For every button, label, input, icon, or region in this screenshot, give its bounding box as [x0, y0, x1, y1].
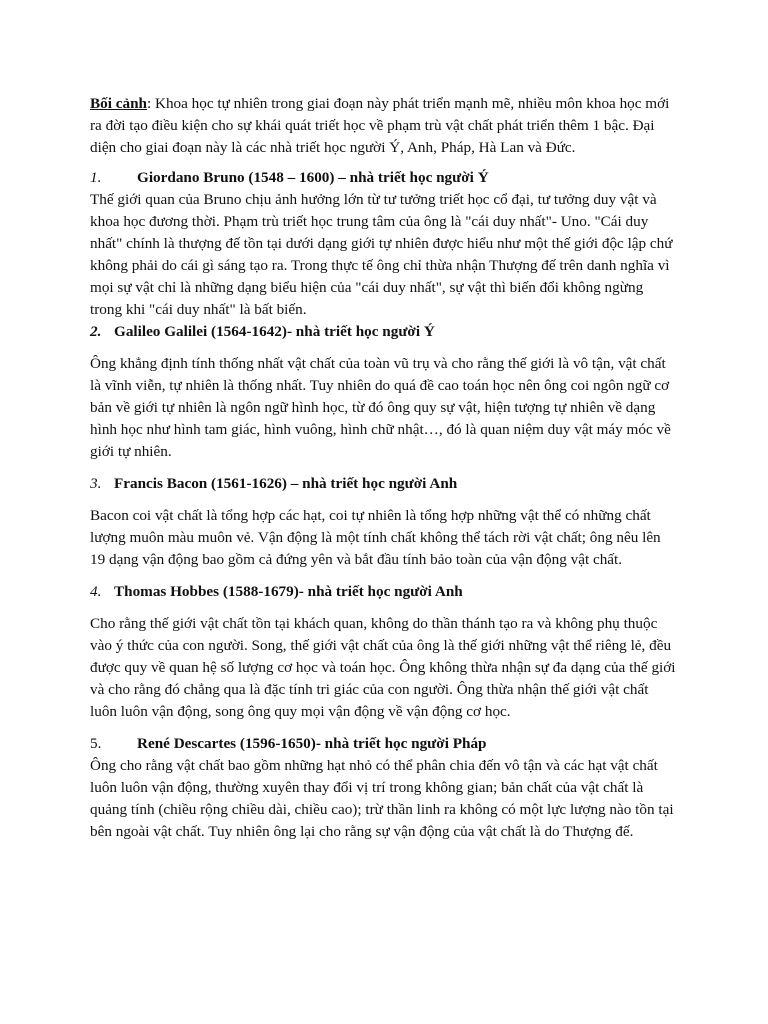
section-galilei [90, 321, 676, 463]
section-title: René Descartes (1596-1650)- nhà triết học người Pháp [137, 735, 487, 752]
section-hobbes [90, 581, 676, 723]
section-title: Giordano Bruno (1548 – 1600) – nhà triết học người Ý [137, 169, 489, 186]
section-heading [90, 167, 676, 189]
section-number: 5. [90, 735, 102, 752]
section-number: 2. [90, 323, 102, 340]
section-title: Galileo Galilei (1564-1642)- nhà triết học người Ý [114, 323, 435, 340]
section-descartes [90, 733, 676, 843]
section-heading [90, 321, 676, 343]
section-number: 3. [90, 475, 102, 492]
spacer [90, 463, 676, 473]
spacer [90, 571, 676, 581]
spacer [90, 343, 676, 353]
section-body: Bacon coi vật chất là tổng hợp các hạt, coi tự nhiên là tổng hợp những vật thể có những chất lượng muôn màu muôn vẻ. Vận động là một tính chất không thể tách rời vật chất; ông nêu lên 19 dạng vận động bao gồm cả đứng yên và bắt đầu tính bảo toàn của vận động vật chất. [90, 507, 661, 568]
section-body: Ông cho rằng vật chất bao gồm những hạt nhỏ có thể phân chia đến vô tận và các hạt vật chất luôn luôn vận động, thường xuyên thay đổi vị trí trong không gian; bản chất của vật chất là quảng tính (chiều rộng chiều dài, chiều cao); trừ thần linh ra không có một lực lượng nào tồn tại bên ngoài vật chất. Tuy nhiên ông lại cho rằng sự vận động của vật chất là do Thượng đế. [90, 757, 674, 840]
spacer [90, 495, 676, 505]
spacer [90, 723, 676, 733]
section-bacon [90, 473, 676, 571]
section-heading [90, 733, 676, 755]
spacer [90, 603, 676, 613]
section-bruno [90, 167, 676, 321]
section-body: Thế giới quan của Bruno chịu ảnh hưởng lớn từ tư tưởng triết học cổ đại, tư tưởng duy vật và khoa học đương thời. Phạm trù triết học trung tâm của ông là "cái duy nhất"- Uno. "Cái duy nhất" chính là thượng đế tồn tại dưới dạng giới tự nhiên được hiểu như một thế giới độc lập chứ không phải do cái gì sáng tạo ra. Trong thực tế ông chỉ thừa nhận Thượng đế trên danh nghĩa vì mọi sự vật chỉ là những dạng biểu hiện của "cái duy nhất", sự vật thì biến đổi không ngừng trong khi "cái duy nhất" là bất biến. [90, 191, 673, 318]
intro-paragraph [90, 93, 676, 159]
section-title: Thomas Hobbes (1588-1679)- nhà triết học người Anh [114, 583, 463, 600]
section-body: Cho rằng thế giới vật chất tồn tại khách quan, không do thần thánh tạo ra và không phụ thuộc vào ý thức của con người. Song, thế giới vật chất của ông là thế giới những vật thể riêng lẻ, đều được quy về quan hệ số lượng cơ học và toán học. Ông không thừa nhận sự đa dạng của thế giới và cho rằng đó chẳng qua là đặc tính tri giác của con người. Ông thừa nhận thế giới vật chất luôn luôn vận động, song ông quy mọi vận động về vận động cơ học. [90, 615, 676, 720]
section-number: 4. [90, 583, 102, 600]
intro-text: : Khoa học tự nhiên trong giai đoạn này phát triển mạnh mẽ, nhiều môn khoa học mới ra đời tạo điều kiện cho sự khái quát triết học về phạm trù vật chất phát triển thêm 1 bậc. Đại diện cho giai đoạn này là các nhà triết học người Ý, Anh, Pháp, Hà Lan và Đức. [90, 95, 670, 156]
section-heading [90, 581, 676, 603]
intro-label: Bối cảnh [90, 95, 147, 112]
section-number: 1. [90, 169, 102, 186]
section-body: Ông khẳng định tính thống nhất vật chất của toàn vũ trụ và cho rằng thế giới là vô tận, vật chất là vĩnh viễn, tự nhiên là thống nhất. Tuy nhiên do quá đề cao toán học nên ông coi ngôn ngữ cơ bản về giới tự nhiên là ngôn ngữ hình học, từ đó ông quy sự vật, hiện tượng tự nhiên về dạng hình học như hình tam giác, hình vuông, hình chữ nhật…, đó là quan niệm duy vật máy móc về giới tự nhiên. [90, 355, 671, 460]
section-title: Francis Bacon (1561-1626) – nhà triết học người Anh [114, 475, 458, 492]
section-heading [90, 473, 676, 495]
